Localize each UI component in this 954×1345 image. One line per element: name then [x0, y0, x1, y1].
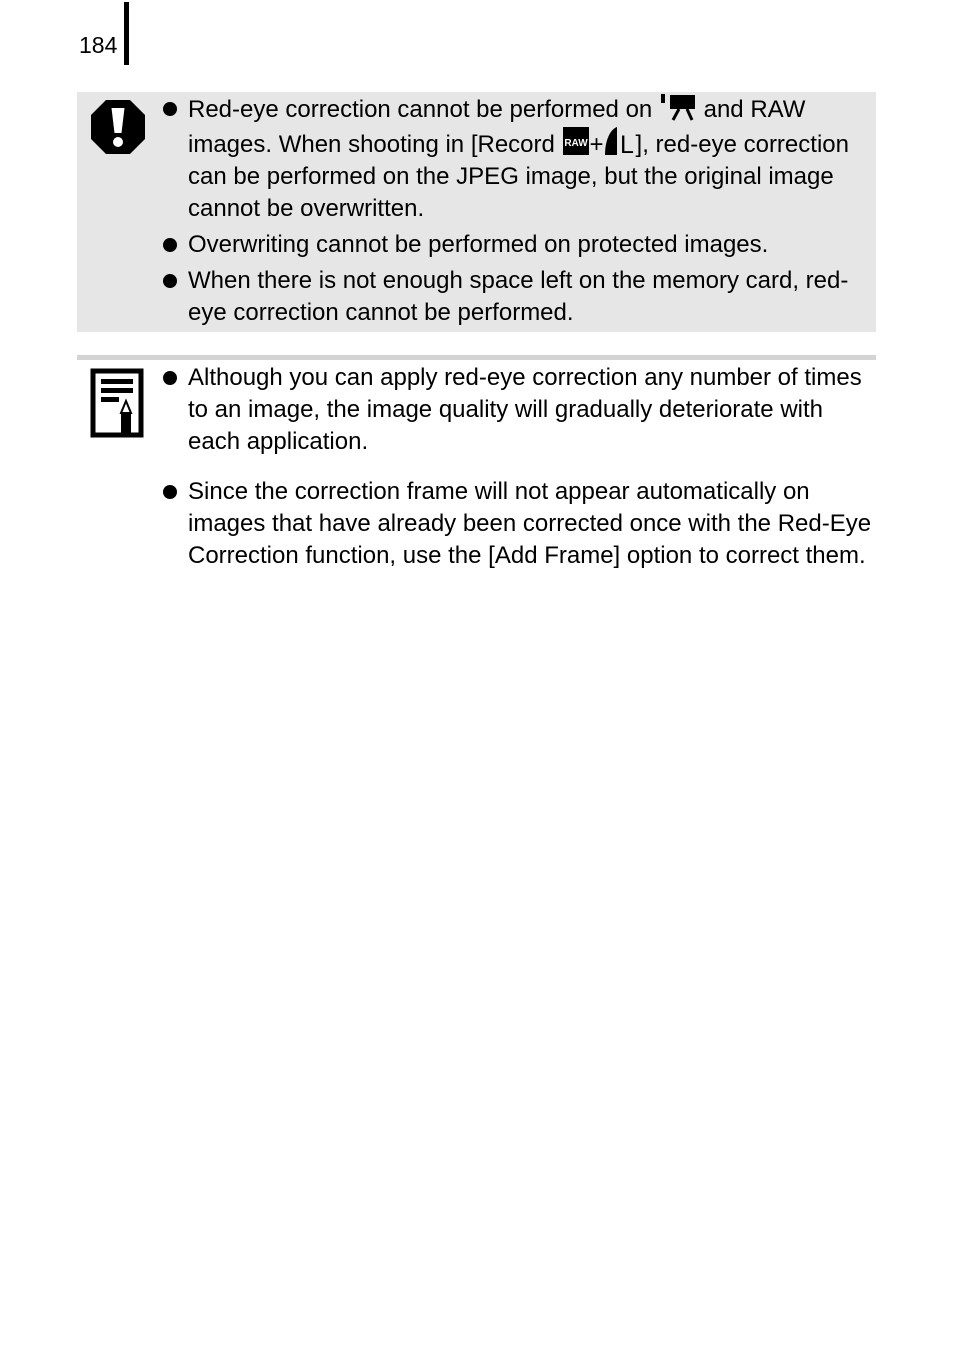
- plus-sign: +: [589, 131, 604, 158]
- caution-list: [188, 93, 878, 333]
- page-number: 184: [79, 32, 118, 58]
- raw-icon-label: RAW: [563, 138, 588, 149]
- exclamation-icon: [91, 100, 145, 154]
- raw-icon: [562, 126, 590, 156]
- caution-item-memory-card: When there is not enough space left on the memory card, red-eye correction cannot be performed.: [188, 265, 878, 329]
- quality-icon-label: L: [619, 131, 634, 156]
- note-item-add-frame: Since the correction frame will not appear automatically on images that have already been corrected once with the Red-Eye Correction function, use the [Add Frame] option to correct them.: [188, 476, 878, 572]
- caution-text: and RAW images. When shooting in [Record: [188, 96, 806, 158]
- caution-text: Red-eye correction cannot be performed on: [188, 96, 653, 123]
- caution-text: ], red-eye correction can be performed on the JPEG image, but the original image cannot be overwritten.: [188, 131, 849, 222]
- caution-item-protected: Overwriting cannot be performed on protected images.: [188, 229, 878, 261]
- note-item-quality: Although you can apply red-eye correction any number of times to an image, the image quality will gradually deteriorate with each application.: [188, 362, 878, 458]
- movie-camera-icon: [659, 93, 697, 121]
- quality-large-icon: [604, 126, 636, 156]
- caution-item-red-eye-limits: [188, 93, 878, 225]
- note-list: [188, 362, 878, 590]
- page-number-rule: [124, 2, 129, 65]
- memo-pencil-icon: [90, 368, 146, 440]
- note-divider: [77, 355, 876, 360]
